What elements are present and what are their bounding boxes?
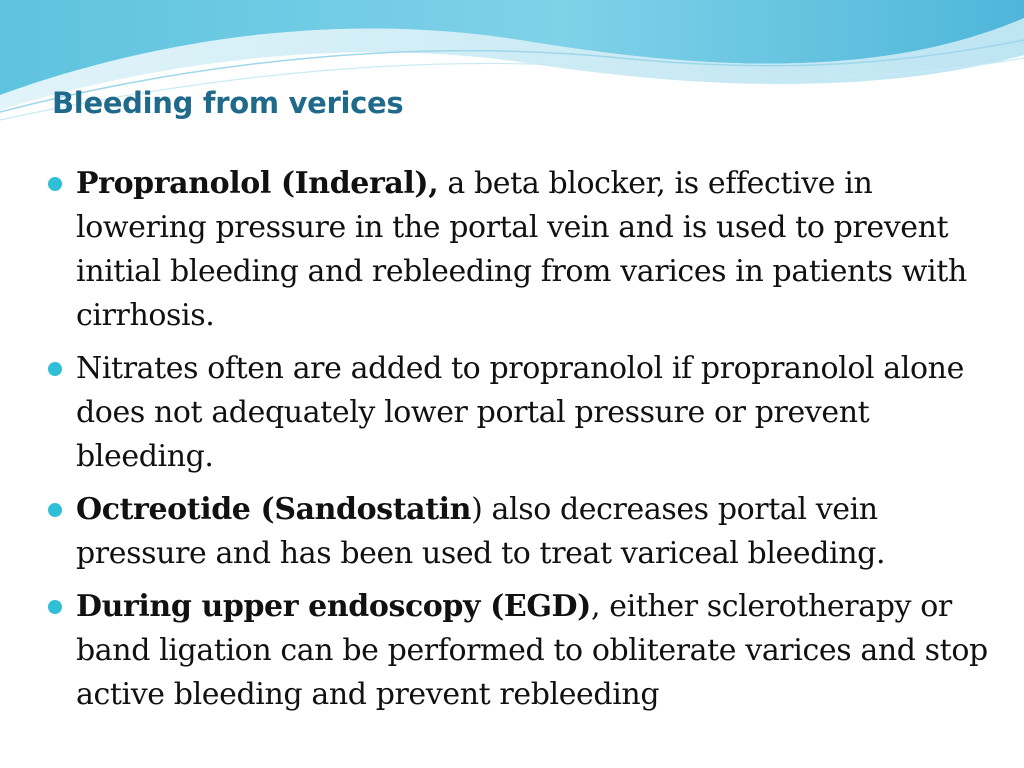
bullet-text <box>76 589 988 712</box>
slide-title: Bleeding from verices <box>52 86 404 120</box>
bullet-list <box>46 162 1006 726</box>
bullet-bold-text: Propranolol (Inderal), <box>76 166 439 201</box>
bullet-dot <box>48 503 62 517</box>
bullet-plain-text: Nitrates often are added to propranolol if propranolol alone does not adequately lower portal pressure or prevent bleeding. <box>76 351 964 474</box>
bullet-dot <box>48 362 62 376</box>
bullet-dot <box>48 600 62 614</box>
bullet-item-nitrates <box>46 347 1006 479</box>
bullet-plain-text: a beta blocker, is effective in lowering pressure in the portal vein and is used to prevent initial bleeding and rebleeding from varices in patients with cirrhosis. <box>76 166 967 333</box>
bullet-text <box>76 351 964 474</box>
bullet-item-octreotide <box>46 488 1006 576</box>
bullet-plain-text: ) also decreases portal vein pressure and has been used to treat variceal bleeding. <box>76 492 886 571</box>
bullet-item-propranolol <box>46 162 1006 338</box>
bullet-item-endoscopy <box>46 585 1006 717</box>
bullet-bold-text: Octreotide (Sandostatin <box>76 492 472 527</box>
bullet-dot <box>48 177 62 191</box>
bullet-text <box>76 492 885 571</box>
bullet-text <box>76 166 967 333</box>
bullet-plain-text: , either sclerotherapy or band ligation can be performed to obliterate varices and stop active bleeding and prevent rebleeding <box>76 589 988 712</box>
bullet-bold-text: During upper endoscopy (EGD) <box>76 589 591 624</box>
